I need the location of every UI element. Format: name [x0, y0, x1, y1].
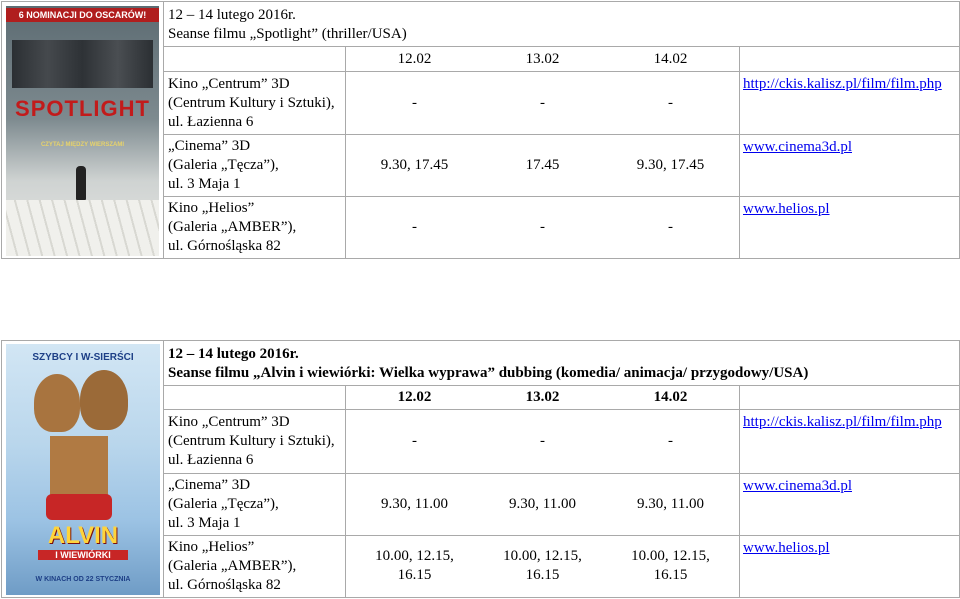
day-header: 14.02 [653, 389, 688, 406]
showtime: - [412, 94, 417, 111]
showtimes [346, 473, 740, 535]
poster-figure [76, 166, 86, 200]
poster-tagline: W KINACH OD 22 STYCZNIA [35, 576, 131, 583]
poster-title: ALVIN [47, 522, 119, 549]
day-header: 14.02 [653, 50, 688, 67]
day-headers [346, 47, 740, 72]
showtime: 9.30, 11.00 [509, 495, 576, 512]
showtime: - [668, 432, 673, 449]
cinema-line: (Galeria „Tęcza”), [168, 157, 279, 173]
cinema-line: Kino „Helios” [168, 538, 255, 555]
dates-heading: 12 – 14 lutego 2016r. [168, 346, 299, 362]
schedule-table-spotlight [1, 1, 960, 259]
schedule-table-alvin [1, 340, 960, 598]
cinema-line: „Cinema” 3D [168, 138, 251, 154]
poster-cell [2, 2, 164, 259]
cinema-line: Kino „Centrum” 3D [168, 75, 290, 92]
cinema-name [164, 410, 346, 473]
showtime: 9.30, 17.45 [380, 157, 449, 173]
showtime: - [412, 432, 417, 449]
showtimes [346, 535, 740, 597]
cinema-line: „Cinema” 3D [168, 476, 251, 493]
showtime: 10.00, 12.15, 16.15 [631, 548, 710, 584]
chipmunk-front [50, 436, 108, 502]
cinema-line: ul. Łazienna 6 [168, 451, 254, 468]
cinema-name [164, 535, 346, 597]
poster-title: SPOTLIGHT [15, 96, 150, 121]
dates-heading: 12 – 14 lutego 2016r. [168, 7, 296, 23]
showtimes [346, 410, 740, 473]
chipmunk-right [80, 370, 128, 430]
showtime: 9.30, 17.45 [636, 157, 705, 173]
cinema-line: (Galeria „AMBER”), [168, 219, 297, 235]
cinema-line: ul. 3 Maja 1 [168, 514, 241, 531]
cinema-name [164, 72, 346, 135]
showtime: - [412, 219, 417, 235]
empty-cell [740, 386, 960, 410]
spotlight-poster [6, 6, 159, 256]
cinema-line: Kino „Centrum” 3D [168, 413, 290, 430]
cinema-name [164, 473, 346, 535]
cinema-name [164, 135, 346, 197]
cinema-line: (Galeria „AMBER”), [168, 557, 297, 574]
poster-badge: SZYBCY I W-SIERŚCI [32, 352, 134, 363]
film-heading: Seanse filmu „Alvin i wiewiórki: Wielka wyprawa” dubbing (komedia/ animacja/ przygodowy/USA) [168, 365, 809, 381]
cinema-line: ul. Górnośląska 82 [168, 576, 281, 593]
showtimes [346, 72, 740, 135]
cinema-link[interactable]: www.cinema3d.pl [740, 473, 960, 535]
empty-cell [164, 47, 346, 72]
cinema-line: ul. 3 Maja 1 [168, 176, 241, 192]
poster-tagline: CZYTAJ MIĘDZY WIERSZAMI [40, 142, 125, 148]
day-header: 13.02 [525, 389, 560, 406]
cinema-line: (Centrum Kultury i Sztuki), [168, 94, 335, 111]
film-heading-cell [164, 341, 960, 386]
poster-cast-photo [12, 40, 153, 88]
cinema-link[interactable]: http://ckis.kalisz.pl/film/film.php [740, 410, 960, 473]
film-heading: Seanse filmu „Spotlight” (thriller/USA) [168, 26, 407, 42]
showtime: 9.30, 11.00 [637, 495, 704, 512]
cinema-name [164, 197, 346, 259]
cinema-link[interactable]: www.helios.pl [740, 535, 960, 597]
chipmunk-shirt [46, 494, 112, 520]
poster-badge: 6 NOMINACJI DO OSCARÓW! [6, 8, 159, 22]
empty-cell [740, 47, 960, 72]
cinema-line: Kino „Helios” [168, 200, 255, 216]
showtime: 9.30, 11.00 [381, 495, 448, 512]
showtime: 10.00, 12.15, 16.15 [375, 548, 454, 584]
poster-newspaper-floor [6, 200, 159, 256]
showtime: - [540, 94, 545, 111]
cinema-link[interactable]: www.cinema3d.pl [740, 135, 960, 197]
day-headers [346, 386, 740, 410]
empty-cell [164, 386, 346, 410]
showtimes [346, 197, 740, 259]
film-heading-cell [164, 2, 960, 47]
cinema-link[interactable]: http://ckis.kalisz.pl/film/film.php [740, 72, 960, 135]
alvin-poster [6, 344, 160, 595]
cinema-line: ul. Łazienna 6 [168, 113, 254, 130]
day-header: 12.02 [397, 50, 432, 67]
cinema-link[interactable]: www.helios.pl [740, 197, 960, 259]
showtime: - [668, 94, 673, 111]
cinema-line: ul. Górnośląska 82 [168, 238, 281, 254]
cinema-line: (Centrum Kultury i Sztuki), [168, 432, 335, 449]
showtime: 10.00, 12.15, 16.15 [503, 548, 582, 584]
showtime: - [668, 219, 673, 235]
showtimes [346, 135, 740, 197]
showtime: - [540, 219, 545, 235]
chipmunk-left [34, 374, 80, 432]
poster-subtitle: I WIEWIÓRKI [38, 550, 128, 560]
showtime: 17.45 [525, 157, 560, 173]
cinema-line: (Galeria „Tęcza”), [168, 495, 279, 512]
day-header: 12.02 [397, 389, 432, 406]
poster-cell [2, 341, 164, 598]
showtime: - [540, 432, 545, 449]
day-header: 13.02 [525, 50, 560, 67]
